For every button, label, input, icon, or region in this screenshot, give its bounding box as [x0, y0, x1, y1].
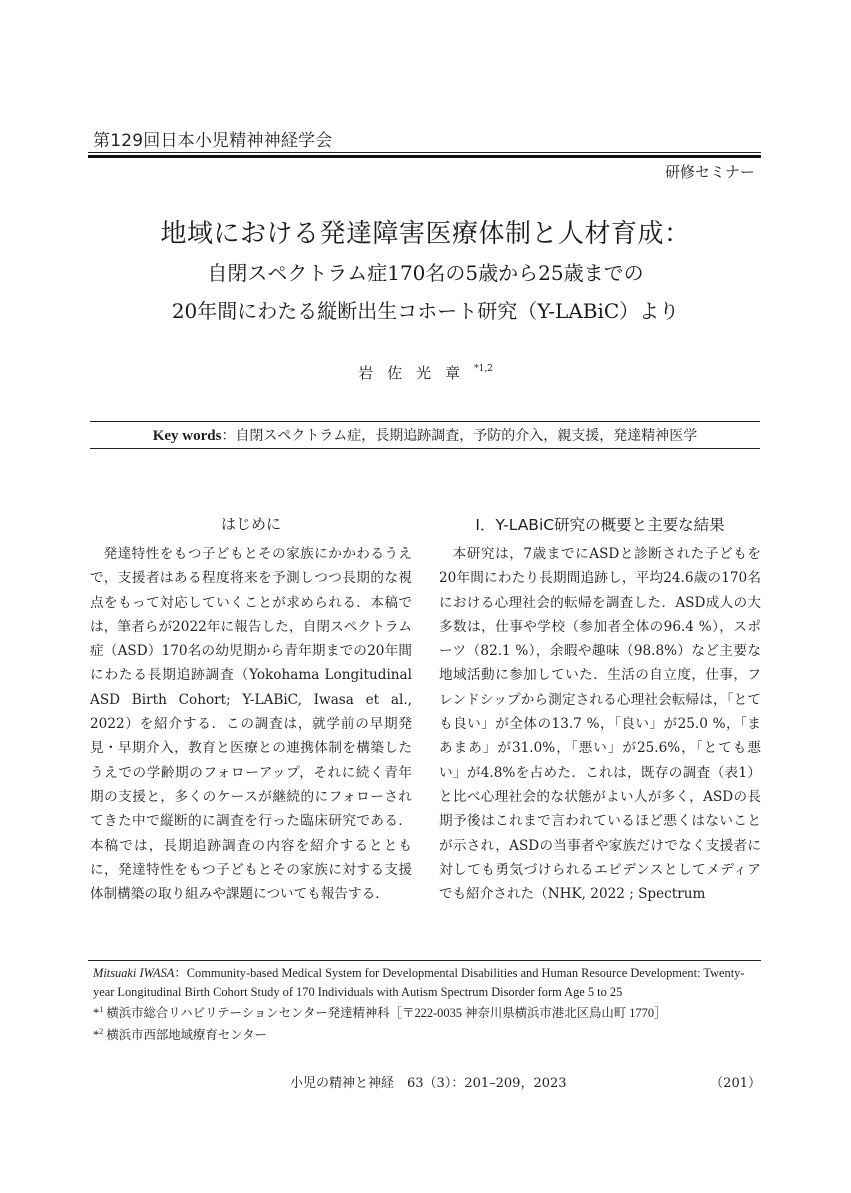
section-heading-overview: Ⅰ．Y-LABiC研究の概要と主要な結果	[475, 516, 725, 534]
affiliation-text: 横浜市総合リハビリテーションセンター発達精神科［〒222-0035 神奈川県横浜市港北区鳥山町 1770］	[106, 1006, 667, 1020]
column-right	[439, 542, 761, 906]
affiliation-marks: *1,2	[474, 364, 493, 374]
keywords	[90, 425, 760, 445]
english-title-note	[93, 964, 763, 1001]
footnote-rule	[88, 960, 761, 961]
affiliation-2	[93, 1023, 763, 1045]
article-title	[0, 214, 851, 330]
keywords-label: Key words	[152, 428, 222, 444]
article-category: 研修セミナー	[664, 163, 755, 181]
footnotes	[93, 964, 763, 1044]
title-subtitle-line1: 自閉スペクトラム症170名の5歳から25歳までの	[207, 261, 644, 285]
author-byline	[0, 362, 851, 383]
paragraph: 本研究は，7歳までにASDと診断された子どもを20年間にわたり長期間追跡し，平均24.6歳の170名における心理社会的転帰を調査した．ASD成人の大多数は，仕事や学校（参加者全体の96.4 %），スポーツ（82.1 %），余暇や趣味（98.8%）など主要な地域活動に参加していた．生活の自立度，仕事，フレンドシップから測定される心理社会転帰は，「とても良い」が全体の13.7 %，「良い」が25.0 %，「まあまあ」が31.0%，「悪い」が25.6%，「とても悪い」が4.8%を占めた．これは，既存の調査（表1）と比べ心理社会的な状態がよい人が多く，ASDの長期予後はこれまで言われているほど悪くはないことが示され，ASDの当事者や家族だけでなく支援者に対しても勇気づけられるエビデンスとしてメディアでも紹介された（NHK, 2022 ; Spectrum	[439, 546, 761, 903]
column-left	[90, 542, 412, 906]
keywords-rule-bottom	[90, 448, 760, 449]
english-title: ：Community-based Medical System for Developmental Disabilities and Human Resource Development: Twenty-year Longitudinal Birth Cohort Study of 170 Individuals with Autism Spectrum Disorder form Age 5 to 25	[93, 966, 745, 999]
header-rule-thin	[88, 152, 761, 153]
affiliation-number: 2	[99, 1026, 104, 1036]
affiliation-text: 横浜市西部地域療育センター	[106, 1027, 267, 1042]
keywords-separator: ：	[221, 428, 236, 444]
affiliation-mark: *	[93, 1006, 100, 1020]
title-subtitle-line2: 20年間にわたる縦断出生コホート研究（Y-LABiC）より	[171, 299, 680, 323]
title-main: 地域における発達障害医療体制と人材育成：	[160, 219, 691, 249]
paragraph: 発達特性をもつ子どもとその家族にかかわるうえで，支援者はある程度将来を予測しつつ長期的な視点をもって対応していくことが求められる．本稿では，筆者らが2022年に報告した，自閉スペクトラム症（ASD）170名の幼児期から青年期までの20年間にわたる長期追跡調査（Yokohama Longitudinal ASD Birth Cohort; Y-LABiC, Iwasa et al., 2022）を紹介する．この調査は，就学前の早期発見・早期介入，教育と医療との連携体制を構築したうえでの学齢期のフォローアップ，それに続く青年期の支援と，多くのケースが継続的にフォローされてきた中で縦断的に調査を行った臨床研究である．本稿では，長期追跡調査の内容を紹介するとともに，発達特性をもつ子どもとその家族に対する支援体制構築の取り組みや課題についても報告する．	[90, 546, 412, 903]
keywords-list: 自閉スペクトラム症，長期追跡調査，予防的介入，親支援，発達精神医学	[235, 428, 698, 444]
keywords-rule-top	[90, 421, 760, 422]
affiliation-number: 1	[99, 1005, 104, 1014]
journal-citation: 小児の精神と神経 63（3）：201–209，2023	[290, 1076, 567, 1091]
header-rule-thick	[88, 155, 761, 158]
affiliation-1	[93, 1001, 763, 1023]
section-heading-introduction: はじめに	[220, 515, 281, 533]
conference-name: 第129回日本小児精神神経学会	[93, 131, 333, 151]
affiliation-mark: *	[93, 1027, 100, 1042]
page-number: （201）	[710, 1076, 761, 1091]
author-name: 岩佐光章	[358, 364, 475, 382]
english-author: Mitsuaki IWASA	[93, 966, 175, 980]
